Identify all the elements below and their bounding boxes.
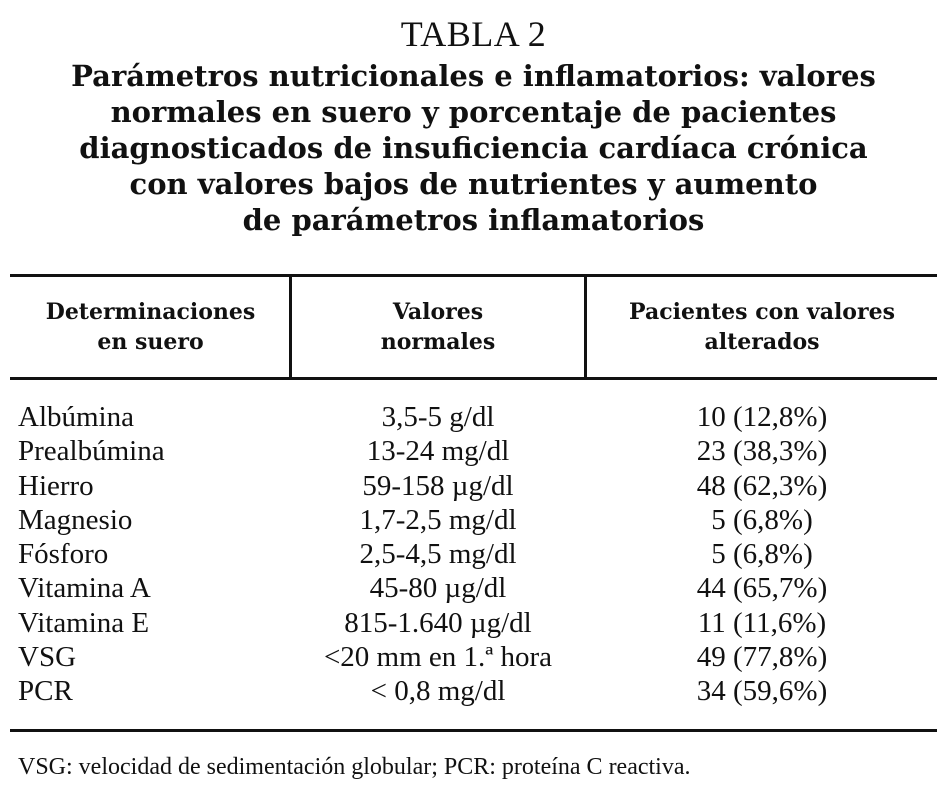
table-row: [0, 606, 947, 640]
normal-value: 1,7-2,5 mg/dl: [359, 503, 517, 536]
patients-altered: 23 (38,3%): [696, 435, 828, 468]
normal-value: < 0,8 mg/dl: [370, 675, 506, 708]
normal-value: 815-1.640 µg/dl: [344, 606, 532, 639]
patients-altered: 5 (6,8%): [711, 538, 813, 571]
patients-altered: 34 (59,6%): [696, 675, 828, 708]
header-valores-normales: [292, 277, 584, 377]
normal-value: 13-24 mg/dl: [366, 435, 510, 468]
determination-name: Albúmina: [18, 401, 134, 433]
header-line: normales: [380, 329, 496, 355]
normal-value: <20 mm en 1.ª hora: [323, 641, 553, 674]
patients-altered: 5 (6,8%): [711, 503, 813, 536]
table-title-line: diagnosticados de insuficiencia cardíaca crónica: [79, 131, 868, 165]
patients-altered: 11 (11,6%): [697, 606, 827, 639]
determination-name: Fósforo: [18, 538, 109, 571]
table-bottom-rule: [10, 729, 937, 732]
determination-name: Magnesio: [18, 503, 133, 536]
table-row: [0, 537, 947, 571]
table-row: [0, 503, 947, 537]
table-footnote: VSG: velocidad de sedimentación globular; PCR: proteína C reactiva.: [18, 754, 691, 780]
table-title-line: de parámetros inflamatorios: [242, 203, 705, 237]
table-title-line: normales en suero y porcentaje de pacientes: [110, 95, 837, 129]
table-row: [0, 469, 947, 503]
determination-name: PCR: [18, 675, 73, 708]
table-title-line: Parámetros nutricionales e inflamatorios: valores: [71, 59, 876, 93]
table-row: [0, 674, 947, 708]
normal-value: 59-158 µg/dl: [362, 469, 514, 502]
patients-altered: 48 (62,3%): [696, 469, 828, 502]
determination-name: Prealbúmina: [18, 435, 165, 468]
patients-altered: 49 (77,8%): [696, 641, 828, 674]
header-line: Valores: [392, 299, 484, 325]
header-pacientes-alterados: [587, 277, 937, 377]
header-line: Determinaciones: [45, 299, 256, 325]
patients-altered: 44 (65,7%): [696, 572, 828, 605]
normal-value: 3,5-5 g/dl: [381, 401, 495, 433]
patients-altered: 10 (12,8%): [696, 401, 828, 433]
table-title-line: con valores bajos de nutrientes y aumento: [129, 167, 818, 201]
header-line: alterados: [704, 329, 820, 355]
header-line: Pacientes con valores: [629, 299, 895, 325]
table-number: TABLA 2: [400, 14, 547, 54]
table-row: [0, 434, 947, 468]
header-determinaciones: [12, 277, 289, 377]
header-bottom-rule: [10, 377, 937, 380]
table-title: [10, 58, 937, 238]
determination-name: VSG: [18, 641, 77, 674]
determination-name: Vitamina A: [18, 572, 151, 605]
table-row: [0, 400, 947, 434]
determination-name: Hierro: [18, 469, 94, 502]
normal-value: 2,5-4,5 mg/dl: [359, 538, 517, 571]
table-row: [0, 571, 947, 605]
table-row: [0, 640, 947, 674]
table-body: [0, 400, 947, 709]
normal-value: 45-80 µg/dl: [369, 572, 507, 605]
header-line: en suero: [97, 329, 204, 355]
determination-name: Vitamina E: [18, 606, 150, 639]
